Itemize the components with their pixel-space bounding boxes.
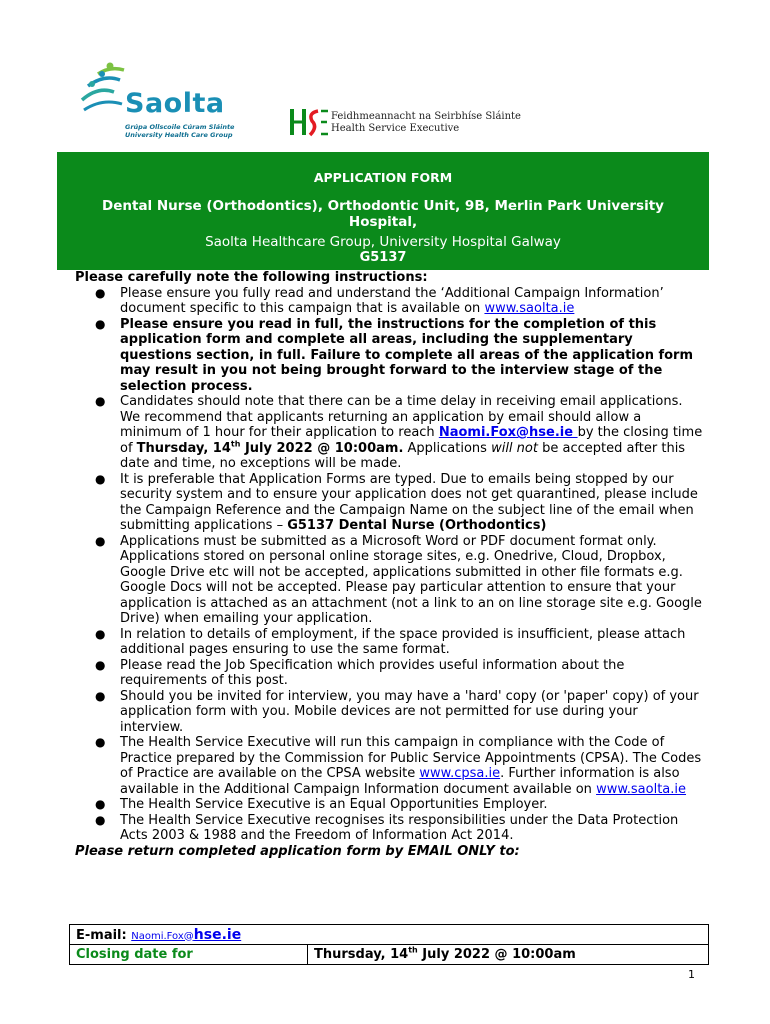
bullet-icon: ● xyxy=(95,657,106,672)
saolta-sub-english: University Health Care Group xyxy=(125,131,233,139)
item-text: by the closing time of xyxy=(120,425,703,456)
table-row xyxy=(70,945,709,965)
item-text: Applications xyxy=(403,440,492,456)
item-text: be accepted after this date and time, no exceptions will be made. xyxy=(120,440,686,471)
hse-name xyxy=(331,111,521,135)
closing-date-a: Thursday, 14 xyxy=(136,440,231,456)
group-name: Saolta Healthcare Group, University Hospital Galway xyxy=(205,234,561,250)
item-text: The Health Service Executive will run this campaign in compliance with the Code of Practice prepared by the Commission for Public Service Appointments (CPSA). The Codes of Practice are available on the CPSA website xyxy=(120,735,702,781)
item-emphasis: will not xyxy=(491,440,538,456)
saolta-sub-irish: Grúpa Ollscoile Cúram Sláinte xyxy=(125,123,235,131)
bullet-icon: ● xyxy=(95,316,106,331)
list-item xyxy=(75,286,705,317)
list-item xyxy=(75,394,705,472)
campaign-subject: G5137 Dental Nurse (Orthodontics) xyxy=(287,518,547,533)
list-item xyxy=(75,813,705,844)
table-row xyxy=(70,925,709,945)
bullet-icon: ● xyxy=(95,394,106,408)
item-text: It is preferable that Application Forms are typed. Due to emails being stopped by our security system and to ensure your application does not get quarantined, please include the Campaign Reference and the Campaign Name on the subject line of the email when submitting applications – xyxy=(120,471,698,533)
item-text: Please ensure you read in full, the instructions for the completion of this application form and complete all areas, including the supplementary questions section, in full. Failure to complete all areas of the application form may result in you not being brought forward to the interview stage of the selection process. xyxy=(120,316,694,394)
list-item xyxy=(75,472,705,534)
saolta-name: Saolta xyxy=(125,88,225,119)
campaign-ref: G5137 xyxy=(359,250,407,265)
email-label: E-mail: xyxy=(76,927,132,943)
hse-name-irish: Feidhmeannacht na Seirbhíse Sláinte xyxy=(331,111,521,122)
instructions-section xyxy=(75,270,705,859)
closing-value-b: July 2022 @ 10:00am xyxy=(417,947,576,962)
bullet-icon: ● xyxy=(95,285,106,300)
closing-date-sup: th xyxy=(230,439,241,449)
bullet-icon: ● xyxy=(95,797,106,811)
closing-value-a: Thursday, 14 xyxy=(314,947,409,962)
item-text: Candidates should note that there can be a time delay in receiving email applications. We recommend that applicants returning an application by email should allow a minimum of 1 hour for their application to reach xyxy=(120,394,683,440)
email-link[interactable]: Naomi.Fox@hse.ie xyxy=(438,425,578,440)
email-cell xyxy=(70,925,709,945)
bullet-icon: ● xyxy=(95,533,106,548)
list-item xyxy=(75,797,705,813)
saolta-logo xyxy=(80,60,245,150)
list-item xyxy=(75,534,705,627)
item-text: Should you be invited for interview, you may have a 'hard' copy (or 'paper' copy) of your application form with you. Mobile devices are not permitted for use during your interview. xyxy=(120,688,699,735)
email-local: Naomi.Fox@ xyxy=(131,930,194,942)
item-text: Applications must be submitted as a Microsoft Word or PDF document format only. Applications stored on personal online storage sites, e.g. Onedrive, Cloud, Dropbox, Google Drive etc will not be accepted, applications submitted in other file formats e.g. Google Docs will not be accepted. Please pay particular attention to ensure that your application is attached as an attachment (not a link to an on line storage site e.g. Google Drive) when emailing your application. xyxy=(120,533,702,626)
list-item xyxy=(75,627,705,658)
closing-date-b: July 2022 @ 10:00am. xyxy=(240,440,404,456)
item-text: The Health Service Executive is an Equal Opportunities Employer. xyxy=(120,797,548,812)
title-banner xyxy=(57,152,709,270)
bullet-icon: ● xyxy=(95,735,106,749)
return-note: Please return completed application form by EMAIL ONLY to: xyxy=(75,843,520,859)
list-item xyxy=(75,317,705,395)
list-item xyxy=(75,658,705,689)
email-domain: hse.ie xyxy=(193,926,242,943)
closing-date xyxy=(137,441,404,456)
instructions-heading: Please carefully note the following instructions: xyxy=(75,270,428,285)
header-logos xyxy=(0,0,770,150)
hse-mark-icon xyxy=(288,105,330,139)
closing-value-cell xyxy=(308,945,709,965)
list-item xyxy=(75,689,705,736)
closing-value-sup: th xyxy=(408,945,418,955)
item-text: . Further information is also available in the Additional Campaign Information document available on xyxy=(120,766,680,797)
closing-label-cell xyxy=(70,945,308,965)
contact-table xyxy=(69,924,709,965)
page-number: 1 xyxy=(688,968,695,981)
item-text: Please read the Job Specification which provides useful information about the requirements of this post. xyxy=(120,657,625,688)
saolta-link[interactable]: www.saolta.ie xyxy=(596,781,687,797)
saolta-subtitle xyxy=(125,123,234,139)
form-title: APPLICATION FORM xyxy=(313,170,453,185)
closing-value xyxy=(314,947,576,962)
bullet-icon: ● xyxy=(95,471,106,486)
bullet-icon: ● xyxy=(95,626,106,641)
cpsa-link[interactable]: www.cpsa.ie xyxy=(419,766,501,781)
item-text: In relation to details of employment, if the space provided is insufficient, please attach additional pages ensuring to use the same format. xyxy=(120,626,686,657)
hse-logo xyxy=(288,105,521,141)
bullet-icon: ● xyxy=(95,812,106,827)
hse-name-english: Health Service Executive xyxy=(331,123,460,134)
bullet-icon: ● xyxy=(95,688,106,703)
closing-label: Closing date for xyxy=(76,947,193,962)
post-title: Dental Nurse (Orthodontics), Orthodontic Unit, 9B, Merlin Park University Hospital, xyxy=(102,198,664,230)
email-link[interactable] xyxy=(131,928,241,943)
instructions-list xyxy=(75,286,705,844)
list-item xyxy=(75,735,705,797)
item-text: The Health Service Executive recognises its responsibilities under the Data Protection Acts 2003 & 1988 and the Freedom of Information Act 2014. xyxy=(120,812,679,843)
saolta-link[interactable]: www.saolta.ie xyxy=(484,301,575,316)
item-text: Please ensure you fully read and understand the ‘Additional Campaign Information’ document specific to this campaign that is available on xyxy=(120,285,664,316)
